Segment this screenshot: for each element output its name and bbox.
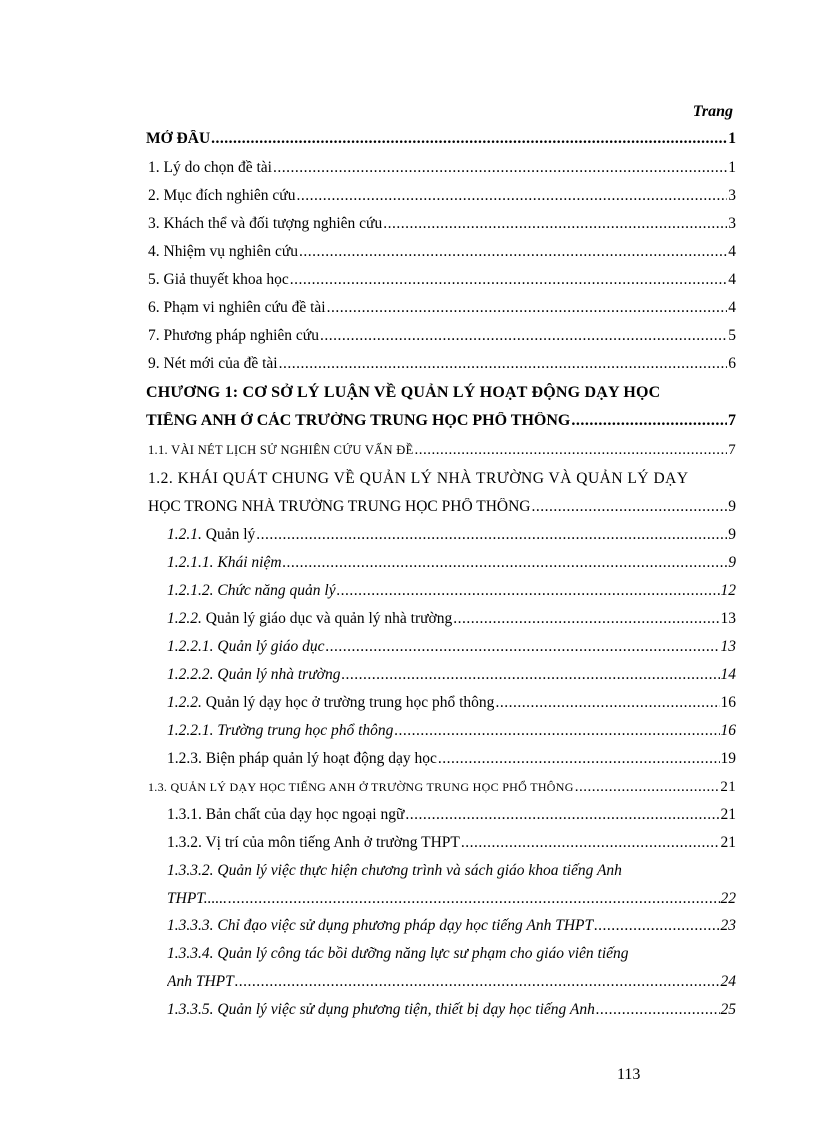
toc-entry-section[interactable] <box>148 779 736 796</box>
toc-entry[interactable] <box>167 694 736 712</box>
toc-entry-chapter[interactable] <box>146 412 736 430</box>
toc-entry[interactable] <box>167 890 736 908</box>
toc-entry-page: 16 <box>720 722 736 739</box>
toc-entry-label: 3. Khách thể và đối tượng nghiên cứu <box>148 215 383 232</box>
toc-entry-page: 7 <box>728 442 736 458</box>
toc-entry-page: 13 <box>720 638 736 655</box>
toc-entry-label: 1.3.3.5. Quản lý việc sử dụng phương tiện, thiết bị dạy học tiếng Anh <box>167 1001 595 1018</box>
toc-leader-dots <box>383 215 727 233</box>
toc-entry-label: 1.2.2.2. Quản lý nhà trường <box>167 666 341 683</box>
toc-entry-page: 6 <box>728 355 736 372</box>
toc-leader-dots <box>594 917 719 935</box>
toc-entry[interactable] <box>148 187 736 205</box>
toc-entry-label: TIẾNG ANH Ở CÁC TRƯỜNG TRUNG HỌC PHỔ THÔNG <box>146 412 571 429</box>
toc-entry[interactable] <box>148 299 736 317</box>
toc-entry-number: 1.2.2. <box>167 610 202 627</box>
toc-entry-page: 13 <box>720 610 736 627</box>
toc-leader-dots <box>596 1001 720 1019</box>
toc-entry[interactable] <box>167 973 736 991</box>
toc-entry-label: 1.2.2.1. Trường trung học phổ thông <box>167 722 394 739</box>
toc-entry-line1[interactable]: 1.3.3.4. Quản lý công tác bồi dưỡng năng lực sư phạm cho giáo viên tiếng <box>167 945 629 962</box>
toc-entry[interactable] <box>167 638 736 656</box>
toc-entry-label: 1.3.3.3. Chỉ đạo việc sử dụng phương pháp dạy học tiếng Anh THPT <box>167 917 594 934</box>
toc-entry-label: Anh THPT <box>167 973 234 990</box>
toc-leader-dots <box>341 666 719 684</box>
toc-leader-dots <box>320 327 727 345</box>
toc-entry-label: 1.2.1.2. Chức năng quản lý <box>167 582 336 599</box>
toc-entry[interactable] <box>167 806 736 824</box>
toc-entry[interactable] <box>167 526 736 544</box>
toc-entry[interactable] <box>148 159 736 177</box>
toc-entry-page: 9 <box>728 498 736 515</box>
toc-entry[interactable] <box>167 666 736 684</box>
toc-entry-page: 16 <box>720 694 736 711</box>
toc-entry-label: MỞ ĐẦU <box>146 130 211 147</box>
toc-leader-dots <box>290 271 727 289</box>
toc-leader-dots <box>337 582 720 600</box>
toc-leader-dots <box>394 722 719 740</box>
toc-entry-label: THPT...... <box>167 890 228 907</box>
toc-entry-label: 1.2.2.1. Quản lý giáo dục <box>167 638 325 655</box>
toc-entry[interactable] <box>167 610 736 628</box>
toc-entry-title: Quản lý <box>201 526 256 543</box>
toc-entry-label: 1.3.2. Vị trí của môn tiếng Anh ở trường THPT <box>167 834 460 851</box>
toc-leader-dots <box>405 806 719 824</box>
page-column-header: Trang <box>692 103 733 120</box>
toc-entry-number: 1.2.2. <box>167 694 202 711</box>
toc-entry-intro[interactable] <box>146 130 736 148</box>
toc-entry-page: 9 <box>728 526 736 543</box>
toc-entry-page: 19 <box>720 750 736 767</box>
toc-entry-page: 4 <box>728 243 736 260</box>
toc-entry-label: 1.3.1. Bản chất của dạy học ngoại ngữ <box>167 806 405 823</box>
toc-entry-page: 9 <box>728 554 736 571</box>
toc-leader-dots <box>299 243 727 261</box>
toc-leader-dots <box>571 412 727 430</box>
toc-leader-dots <box>279 355 728 373</box>
toc-leader-dots <box>235 973 720 991</box>
toc-leader-dots <box>415 442 728 459</box>
toc-entry-page: 24 <box>720 973 736 990</box>
toc-entry[interactable] <box>148 215 736 233</box>
toc-leader-dots <box>531 498 727 516</box>
toc-entry-page: 7 <box>728 412 736 429</box>
toc-leader-dots <box>461 834 720 852</box>
toc-entry[interactable] <box>167 917 736 935</box>
toc-entry-page: 22 <box>720 890 736 907</box>
toc-leader-dots <box>326 638 720 656</box>
toc-entry-page: 5 <box>728 327 736 344</box>
toc-leader-dots <box>283 554 728 572</box>
toc-entry-title: Quản lý dạy học ở trường trung học phổ thông <box>201 694 495 711</box>
toc-entry-page: 21 <box>720 779 736 795</box>
toc-entry-number: 1.2.1. <box>167 526 202 543</box>
toc-entry-label: 7. Phương pháp nghiên cứu <box>148 327 319 344</box>
toc-leader-dots <box>575 779 720 796</box>
toc-entry-title: Quản lý giáo dục và quản lý nhà trường <box>201 610 453 627</box>
toc-entry-label <box>167 526 255 544</box>
toc-leader-dots <box>273 159 727 177</box>
toc-entry-label <box>167 694 494 712</box>
toc-entry-label <box>167 610 452 628</box>
toc-entry-label: 1.2.1.1. Khái niệm <box>167 554 282 571</box>
toc-entry-page: 1 <box>728 130 736 147</box>
toc-entry[interactable] <box>167 750 736 768</box>
toc-entry-label: 1.1. VÀI NÉT LỊCH SỬ NGHIÊN CỨU VẤN ĐỀ <box>148 443 414 457</box>
toc-entry-label: 5. Giả thuyết khoa học <box>148 271 289 288</box>
toc-entry-page: 23 <box>720 917 736 934</box>
toc-entry-section[interactable] <box>148 498 736 516</box>
toc-entry-page: 21 <box>720 834 736 851</box>
toc-entry-page: 4 <box>728 271 736 288</box>
toc-entry[interactable] <box>167 722 736 740</box>
toc-entry[interactable] <box>148 327 736 345</box>
toc-entry-page: 4 <box>728 299 736 316</box>
toc-entry-label: 1.3. QUẢN LÝ DẠY HỌC TIẾNG ANH Ở TRƯỜNG TRUNG HỌC PHỔ THÔNG <box>148 780 574 794</box>
toc-entry[interactable] <box>167 554 736 572</box>
toc-entry-label: 2. Mục đích nghiên cứu <box>148 187 296 204</box>
toc-entry-label: 6. Phạm vi nghiên cứu đề tài <box>148 299 326 316</box>
toc-entry-section[interactable] <box>148 442 736 459</box>
toc-entry[interactable] <box>148 355 736 373</box>
toc-entry-page: 14 <box>720 666 736 683</box>
toc-entry-page: 3 <box>728 187 736 204</box>
toc-entry-label: HỌC TRONG NHÀ TRƯỜNG TRUNG HỌC PHỔ THÔNG <box>148 498 531 515</box>
toc-leader-dots <box>453 610 719 628</box>
toc-leader-dots <box>327 299 728 317</box>
page-number: 113 <box>617 1066 641 1083</box>
toc-entry-label: 1.2.3. Biện pháp quản lý hoạt động dạy học <box>167 750 437 767</box>
toc-entry[interactable] <box>167 582 736 600</box>
toc-entry-line1[interactable]: 1.3.3.2. Quản lý việc thực hiện chương trình và sách giáo khoa tiếng Anh <box>167 862 622 879</box>
toc-entry-page: 21 <box>720 806 736 823</box>
toc-entry[interactable] <box>148 271 736 289</box>
toc-leader-dots <box>495 694 719 712</box>
toc-entry-page: 12 <box>720 582 736 599</box>
toc-entry-label: 4. Nhiệm vụ nghiên cứu <box>148 243 299 260</box>
toc-leader-dots <box>211 130 727 148</box>
toc-chapter-heading-line1[interactable]: CHƯƠNG 1: CƠ SỞ LÝ LUẬN VỀ QUẢN LÝ HOẠT ĐỘNG DẠY HỌC <box>146 384 661 401</box>
toc-entry-page: 3 <box>728 215 736 232</box>
toc-entry[interactable] <box>148 243 736 261</box>
toc-entry-page: 25 <box>720 1001 736 1018</box>
toc-entry-label: 9. Nét mới của đề tài <box>148 355 278 372</box>
toc-entry-page: 1 <box>728 159 736 176</box>
toc-leader-dots <box>296 187 727 205</box>
toc-leader-dots <box>438 750 720 768</box>
toc-entry-label: 1. Lý do chọn đề tài <box>148 159 272 176</box>
toc-section-heading-line1[interactable]: 1.2. KHÁI QUÁT CHUNG VỀ QUẢN LÝ NHÀ TRƯỜNG VÀ QUẢN LÝ DẠY <box>148 470 689 487</box>
toc-entry[interactable] <box>167 834 736 852</box>
toc-leader-dots <box>256 526 727 544</box>
toc-entry[interactable] <box>167 1001 736 1019</box>
toc-leader-dots <box>228 890 719 908</box>
